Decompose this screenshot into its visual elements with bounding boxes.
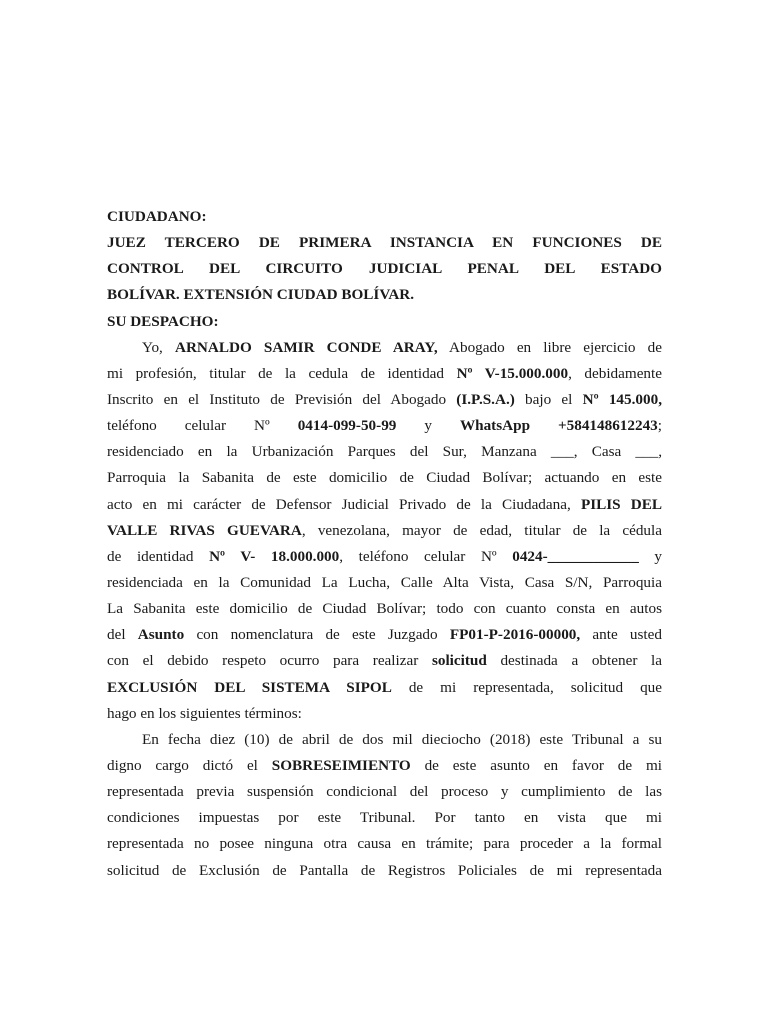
p2-line: condiciones impuestas por este Tribunal. Por tanto en vista que mi [107, 809, 662, 827]
paragraph-2 [107, 727, 662, 884]
court-line-3: BOLÍVAR. EXTENSIÓN CIUDAD BOLÍVAR. [107, 286, 415, 304]
p2-line: En fecha diez (10) de abril de dos mil dieciocho (2018) este Tribunal a su [142, 730, 662, 748]
p1-line: teléfono celular Nº 0414-099-50-99 y WhatsApp +584148612243; [107, 417, 662, 435]
court-line-1: JUEZ TERCERO DE PRIMERA INSTANCIA EN FUNCIONES DE [107, 234, 662, 252]
p2-line: digno cargo dictó el SOBRESEIMIENTO de este asunto en favor de mi [107, 757, 662, 775]
p1-line: residenciado en la Urbanización Parques del Sur, Manzana ___, Casa ___, [107, 443, 662, 461]
p1-line: Inscrito en el Instituto de Previsión del Abogado (I.P.S.A.) bajo el Nº 145.000, [107, 391, 662, 409]
p1-line: de identidad Nº V- 18.000.000, teléfono celular Nº 0424-____________ y [107, 547, 662, 565]
p2-line: representada no posee ninguna otra causa en trámite; para proceder a la formal [107, 835, 662, 853]
p2-line: solicitud de Exclusión de Pantalla de Registros Policiales de mi representada [107, 861, 662, 879]
p1-line: del Asunto con nomenclatura de este Juzgado FP01-P-2016-00000, ante usted [107, 626, 662, 644]
p1-line: mi profesión, titular de la cedula de identidad Nº V-15.000.000, debidamente [107, 364, 662, 382]
p1-line: Yo, ARNALDO SAMIR CONDE ARAY, Abogado en libre ejercicio de [142, 338, 662, 356]
p1-line: acto en mi carácter de Defensor Judicial Privado de la Ciudadana, PILIS DEL [107, 495, 662, 513]
p1-line: hago en los siguientes términos: [107, 704, 302, 722]
paragraph-1 [107, 335, 662, 727]
p1-line: La Sabanita este domicilio de Ciudad Bolívar; todo con cuanto consta en autos [107, 600, 662, 618]
p2-line: representada previa suspensión condicional del proceso y cumplimiento de las [107, 783, 662, 801]
office-line: SU DESPACHO: [107, 312, 219, 330]
addressee: CIUDADANO: [107, 208, 207, 225]
p1-line: EXCLUSIÓN DEL SISTEMA SIPOL de mi representada, solicitud que [107, 678, 662, 696]
court-line-2: CONTROL DEL CIRCUITO JUDICIAL PENAL DEL ESTADO [107, 260, 662, 278]
p1-line: residenciada en la Comunidad La Lucha, Calle Alta Vista, Casa S/N, Parroquia [107, 574, 662, 592]
p1-line: Parroquia la Sabanita de este domicilio de Ciudad Bolívar; actuando en este [107, 469, 662, 487]
p1-line: con el debido respeto ocurro para realizar solicitud destinada a obtener la [107, 652, 662, 670]
document-page [107, 204, 662, 884]
p1-line: VALLE RIVAS GUEVARA, venezolana, mayor de edad, titular de la cédula [107, 521, 662, 539]
